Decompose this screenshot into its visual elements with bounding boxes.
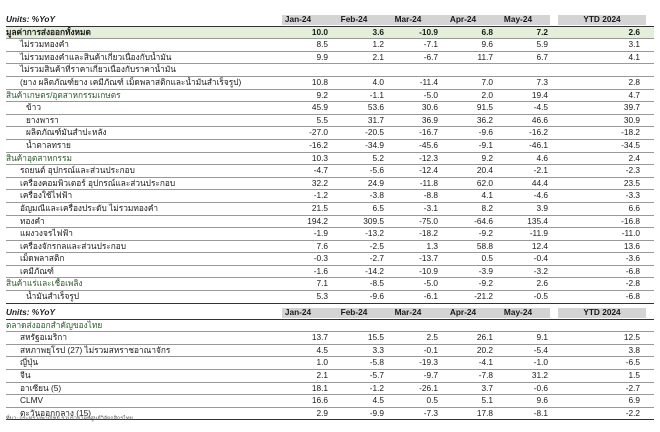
value-cell: -16.2	[309, 139, 328, 150]
table-row	[6, 127, 654, 140]
value-cell: -1.2	[369, 382, 384, 393]
value-cell: 2.1	[316, 369, 328, 380]
value-cell: -34.9	[365, 139, 384, 150]
value-cell: 309.5	[363, 215, 384, 226]
value-cell: 7.3	[536, 76, 548, 87]
ytd-cell: 3.1	[628, 39, 640, 50]
table-row	[6, 27, 654, 40]
row-label: มูลค่าการส่งออกทั้งหมด	[6, 26, 91, 37]
value-cell: -64.6	[474, 215, 493, 226]
table-row	[6, 278, 654, 291]
value-cell: -16.2	[529, 127, 548, 138]
value-cell: 5.9	[536, 39, 548, 50]
value-cell: -7.8	[478, 369, 493, 380]
value-cell: 20.4	[476, 165, 493, 176]
ytd-cell: 23.5	[623, 177, 640, 188]
value-cell: 10.8	[311, 76, 328, 87]
value-cell: 1.2	[372, 39, 384, 50]
value-cell: -4.7	[313, 165, 328, 176]
ytd-cell: 4.1	[628, 51, 640, 62]
value-cell: 16.6	[311, 395, 328, 406]
source-note: ที่มา: กระทรวงพาณิชย์ รวบรวมโดยศูนย์วิจัยกสิกรไทย	[6, 416, 133, 422]
value-cell: 4.0	[372, 76, 384, 87]
value-cell	[488, 320, 548, 332]
value-cell: -12.3	[419, 152, 438, 163]
value-cell: -20.5	[365, 127, 384, 138]
value-cell: 8.2	[481, 202, 493, 213]
value-cell: -46.1	[529, 139, 548, 150]
value-cell: 0.5	[426, 395, 438, 406]
value-cell: -5.4	[533, 344, 548, 355]
row-label: อัญมณีและเครื่องประดับ ไม่รวมทองคำ	[20, 202, 159, 213]
row-label: สินค้าอุตสาหกรรม	[6, 152, 72, 163]
table-row	[6, 153, 654, 166]
ytd-header: YTD 2024	[583, 307, 621, 317]
value-cell: 18.1	[311, 382, 328, 393]
value-cell: 194.2	[307, 215, 328, 226]
value-cell: -11.8	[419, 177, 438, 188]
ytd-cell: -11.0	[621, 228, 640, 239]
table-header	[6, 14, 654, 27]
ytd-cell: 12.5	[623, 332, 640, 343]
table-row	[6, 266, 654, 279]
value-cell	[324, 320, 384, 332]
value-cell: -3.8	[369, 190, 384, 201]
value-cell: -9.1	[478, 139, 493, 150]
row-label: อาเซียน (5)	[20, 382, 62, 393]
ytd-cell: 4.7	[628, 89, 640, 100]
value-cell: 15.5	[367, 332, 384, 343]
value-cell: -8.8	[423, 190, 438, 201]
table-row	[6, 39, 654, 52]
value-cell: 19.4	[531, 89, 548, 100]
value-cell: 3.7	[481, 382, 493, 393]
value-cell: -21.2	[474, 291, 493, 302]
value-cell	[488, 64, 548, 76]
value-cell: -9.6	[369, 291, 384, 302]
value-cell: 53.6	[367, 102, 384, 113]
table-row	[6, 228, 654, 241]
value-cell: -10.9	[419, 26, 438, 37]
table-row	[6, 241, 654, 254]
value-cell: -5.0	[423, 89, 438, 100]
value-cell: -6.7	[423, 51, 438, 62]
value-cell: 32.2	[311, 177, 328, 188]
value-cell: 9.2	[481, 152, 493, 163]
row-label: ไม่รวมทองคำ	[20, 39, 69, 50]
ytd-cell: -2.2	[625, 407, 640, 418]
value-cell: -9.2	[478, 278, 493, 289]
value-cell: 10.0	[311, 26, 328, 37]
value-cell: 4.5	[372, 395, 384, 406]
table-row	[6, 64, 654, 77]
value-cell: -1.2	[313, 190, 328, 201]
value-cell: -9.9	[369, 407, 384, 418]
value-cell: 9.6	[536, 395, 548, 406]
ytd-cell: -3.3	[625, 190, 640, 201]
value-cell	[433, 320, 493, 332]
value-cell: -9.6	[478, 127, 493, 138]
value-cell: 45.9	[311, 102, 328, 113]
table-header	[6, 307, 654, 320]
row-label: น้ำตาลทราย	[26, 139, 71, 150]
value-cell: -14.2	[365, 265, 384, 276]
value-cell: 62.0	[476, 177, 493, 188]
month-header: Mar-24	[394, 307, 422, 317]
value-cell: 2.5	[426, 332, 438, 343]
value-cell: -10.9	[419, 265, 438, 276]
ytd-cell: -16.8	[621, 215, 640, 226]
value-cell: 30.6	[421, 102, 438, 113]
row-label: ข้าว	[26, 102, 41, 113]
value-cell: -5.6	[369, 165, 384, 176]
ytd-cell: 30.9	[623, 114, 640, 125]
value-cell: -19.3	[419, 357, 438, 368]
month-header: Feb-24	[340, 14, 368, 24]
value-cell: -1.9	[313, 228, 328, 239]
row-label: ไม่รวมทองคำและสินค้าเกี่ยวเนื่องกับน้ำมัน	[20, 51, 172, 62]
value-cell: 26.1	[476, 332, 493, 343]
value-cell: 6.8	[481, 26, 493, 37]
row-label: ทองคำ	[20, 215, 45, 226]
ytd-cell: 1.5	[628, 369, 640, 380]
units-label: Units: %YoY	[6, 307, 56, 317]
table-row	[6, 370, 654, 383]
value-cell: 21.5	[311, 202, 328, 213]
value-cell: -0.3	[313, 253, 328, 264]
value-cell: -4.1	[478, 357, 493, 368]
value-cell: -75.0	[419, 215, 438, 226]
value-cell: -9.2	[478, 228, 493, 239]
value-cell	[378, 320, 438, 332]
value-cell: 31.7	[367, 114, 384, 125]
row-label: จีน	[20, 369, 31, 380]
table-row	[6, 102, 654, 115]
value-cell: 5.1	[481, 395, 493, 406]
value-cell: 44.4	[531, 177, 548, 188]
row-label: ตลาดส่งออกสำคัญของไทย	[6, 319, 103, 330]
ytd-cell: -2.8	[625, 278, 640, 289]
value-cell: 7.0	[481, 76, 493, 87]
value-cell: 7.6	[316, 240, 328, 251]
table-row	[6, 165, 654, 178]
table-row	[6, 291, 654, 304]
value-cell: 7.2	[536, 26, 548, 37]
ytd-cell: -18.2	[621, 127, 640, 138]
row-label: สินค้าเกษตร/อุตสาหกรรมเกษตร	[6, 89, 121, 100]
value-cell: -3.9	[478, 265, 493, 276]
value-cell: 3.6	[372, 26, 384, 37]
value-cell: 13.7	[311, 332, 328, 343]
ytd-cell: -2.3	[625, 165, 640, 176]
value-cell: -45.6	[419, 139, 438, 150]
ytd-cell: 3.8	[628, 344, 640, 355]
ytd-cell: 13.6	[623, 240, 640, 251]
units-label: Units: %YoY	[6, 14, 56, 24]
value-cell: 9.6	[481, 39, 493, 50]
value-cell: 9.9	[316, 51, 328, 62]
value-cell: -5.0	[423, 278, 438, 289]
row-label: แผงวงจรไฟฟ้า	[20, 228, 73, 239]
row-label: ตะวันออกกลาง (15)	[20, 407, 92, 418]
value-cell	[433, 64, 493, 76]
row-label: ยางพารา	[26, 114, 59, 125]
value-cell: -2.5	[369, 240, 384, 251]
row-label: ญี่ปุ่น	[20, 357, 39, 368]
row-label: สหรัฐอเมริกา	[20, 332, 67, 343]
row-label: เคมีภัณฑ์	[20, 265, 54, 276]
ytd-cell	[552, 64, 646, 76]
value-cell: -9.7	[423, 369, 438, 380]
value-cell: -0.5	[533, 291, 548, 302]
value-cell: 11.7	[477, 51, 493, 62]
month-header: May-24	[503, 307, 533, 317]
value-cell	[268, 64, 328, 76]
value-cell: -13.2	[365, 228, 384, 239]
value-cell: 2.1	[372, 51, 384, 62]
value-cell: 4.5	[316, 344, 328, 355]
ytd-cell	[552, 320, 646, 332]
value-cell: -0.6	[533, 382, 548, 393]
month-header: Jan-24	[284, 14, 312, 24]
value-cell: 6.5	[372, 202, 384, 213]
row-label: ผลิตภัณฑ์มันสำปะหลัง	[26, 127, 107, 138]
value-cell: -0.4	[533, 253, 548, 264]
ytd-cell: 2.4	[628, 152, 640, 163]
table-row	[6, 216, 654, 229]
ytd-header: YTD 2024	[583, 14, 621, 24]
value-cell: -11.9	[529, 228, 548, 239]
table-row	[6, 77, 654, 90]
value-cell: -6.1	[423, 291, 438, 302]
value-cell: -4.6	[533, 190, 548, 201]
value-cell: 135.4	[527, 215, 548, 226]
row-label: สินค้าแร่และเชื้อเพลิง	[6, 278, 83, 289]
value-cell: 24.9	[367, 177, 384, 188]
value-cell: 2.6	[536, 278, 548, 289]
ytd-cell: 6.9	[628, 395, 640, 406]
value-cell: -27.0	[309, 127, 328, 138]
table-row	[6, 140, 654, 153]
value-cell: 1.3	[426, 240, 438, 251]
export-markets-table	[6, 307, 654, 420]
ytd-cell: -34.5	[621, 139, 640, 150]
row-label: น้ำมันสำเร็จรูป	[26, 291, 80, 302]
value-cell: 3.3	[372, 344, 384, 355]
export-table	[6, 14, 654, 304]
ytd-cell: 39.7	[623, 102, 640, 113]
value-cell: 8.5	[316, 39, 328, 50]
month-header: Mar-24	[394, 14, 422, 24]
row-label: สหภาพยุโรป (27) ไม่รวมสหราชอาณาจักร	[20, 344, 171, 355]
ytd-cell: 2.6	[628, 26, 640, 37]
value-cell	[378, 64, 438, 76]
table-row	[6, 190, 654, 203]
value-cell: -1.0	[533, 357, 548, 368]
row-label: CLMV	[20, 395, 44, 406]
value-cell: -1.1	[369, 89, 384, 100]
value-cell: 9.1	[536, 332, 548, 343]
table-row	[6, 253, 654, 266]
table-row	[6, 357, 654, 370]
month-header: May-24	[503, 14, 533, 24]
value-cell: -26.1	[419, 382, 438, 393]
value-cell: 58.8	[476, 240, 493, 251]
value-cell: 46.6	[531, 114, 548, 125]
table-row	[6, 52, 654, 65]
ytd-cell: -6.8	[625, 291, 640, 302]
value-cell: -7.1	[423, 39, 438, 50]
value-cell: 5.3	[316, 291, 328, 302]
row-label: รถยนต์ อุปกรณ์และส่วนประกอบ	[20, 165, 135, 176]
value-cell: -3.1	[423, 202, 438, 213]
value-cell: -5.7	[369, 369, 384, 380]
value-cell: 4.6	[536, 152, 548, 163]
month-header: Apr-24	[449, 307, 477, 317]
value-cell: 36.9	[421, 114, 438, 125]
row-label: ไม่รวมสินค้าที่ราคาเกี่ยวเนื่องกับราคาน้ำมัน	[20, 64, 176, 75]
month-header: Apr-24	[449, 14, 477, 24]
value-cell: -4.5	[533, 102, 548, 113]
value-cell: -13.7	[419, 253, 438, 264]
value-cell: 31.2	[531, 369, 548, 380]
value-cell: -1.6	[313, 265, 328, 276]
ytd-cell: -3.6	[625, 253, 640, 264]
value-cell: 2.0	[481, 89, 493, 100]
value-cell: -0.1	[423, 344, 438, 355]
row-label: (ยาง ผลิตภัณฑ์ยาง เคมีภัณฑ์ เม็ดพลาสติกและน้ำมันสำเร็จรูป)	[20, 76, 242, 87]
value-cell: 20.2	[476, 344, 493, 355]
value-cell: -3.2	[533, 265, 548, 276]
value-cell: 17.8	[476, 407, 493, 418]
value-cell: -12.4	[419, 165, 438, 176]
table-row	[6, 395, 654, 408]
value-cell: -16.7	[419, 127, 438, 138]
table-row	[6, 345, 654, 358]
table-row	[6, 332, 654, 345]
value-cell: -8.5	[369, 278, 384, 289]
value-cell: 7.1	[316, 278, 328, 289]
ytd-cell: -6.8	[625, 265, 640, 276]
table-row	[6, 320, 654, 333]
value-cell: 12.4	[531, 240, 548, 251]
value-cell: 2.9	[316, 407, 328, 418]
row-label: เครื่องจักรกลและส่วนประกอบ	[20, 240, 127, 251]
value-cell: 3.9	[536, 202, 548, 213]
value-cell	[324, 64, 384, 76]
ytd-cell: -2.7	[625, 382, 640, 393]
table-row	[6, 115, 654, 128]
ytd-cell: -6.5	[625, 357, 640, 368]
row-label: เครื่องคอมพิวเตอร์ อุปกรณ์และส่วนประกอบ	[20, 177, 176, 188]
value-cell: -7.3	[423, 407, 438, 418]
value-cell: 1.0	[316, 357, 328, 368]
table-row	[6, 178, 654, 191]
value-cell: 5.2	[372, 152, 384, 163]
table-row	[6, 203, 654, 216]
month-header: Feb-24	[340, 307, 368, 317]
table-row	[6, 90, 654, 103]
value-cell: -18.2	[419, 228, 438, 239]
value-cell: -8.1	[533, 407, 548, 418]
row-label: เม็ดพลาสติก	[20, 253, 65, 264]
row-label: เครื่องใช้ไฟฟ้า	[20, 190, 73, 201]
value-cell: 9.2	[316, 89, 328, 100]
table-row	[6, 383, 654, 396]
value-cell: 0.5	[481, 253, 493, 264]
value-cell: 36.2	[476, 114, 493, 125]
value-cell: 91.5	[476, 102, 493, 113]
value-cell: -2.1	[533, 165, 548, 176]
value-cell: 10.3	[311, 152, 328, 163]
value-cell: 6.7	[536, 51, 548, 62]
value-cell: 5.5	[316, 114, 328, 125]
month-header: Jan-24	[284, 307, 312, 317]
value-cell	[268, 320, 328, 332]
value-cell: 4.1	[481, 190, 493, 201]
value-cell: -5.8	[369, 357, 384, 368]
value-cell: -11.4	[419, 76, 438, 87]
value-cell: -2.7	[369, 253, 384, 264]
ytd-cell: 6.6	[628, 202, 640, 213]
ytd-cell: 2.8	[628, 76, 640, 87]
